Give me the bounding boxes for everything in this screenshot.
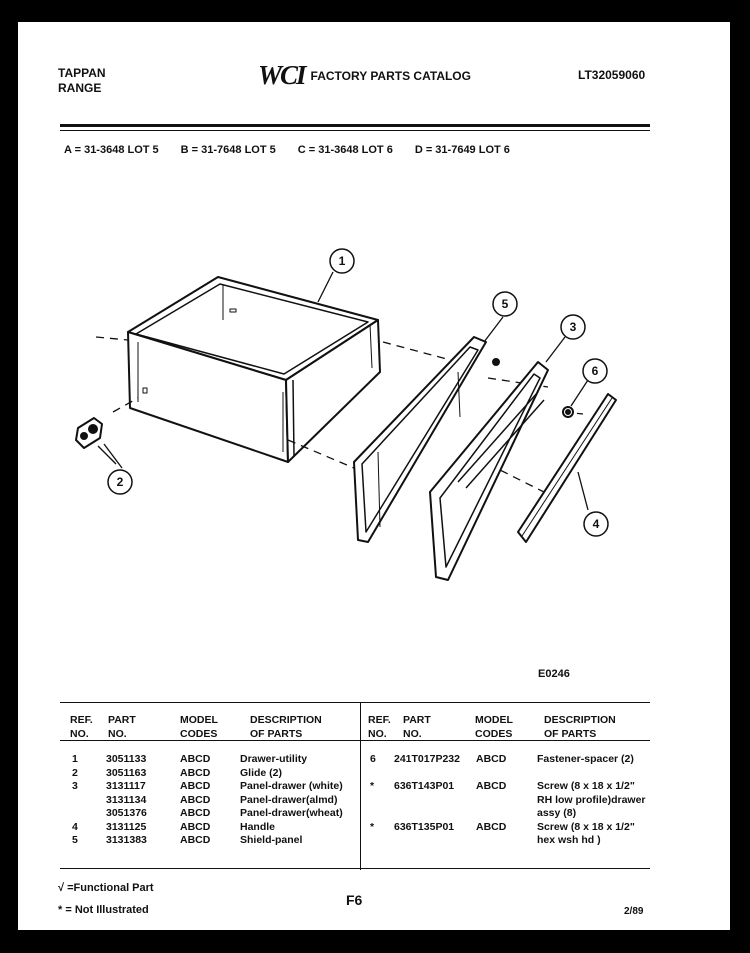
header-desc-right: DESCRIPTION OF PARTS [544,714,616,740]
callout-3: 3 [569,320,577,334]
right-ref-column: 6 * * [370,753,376,833]
header-model-right: MODEL CODES [475,714,513,740]
header-model-left: MODEL CODES [180,714,218,740]
callout-6: 6 [591,364,599,378]
catalog-page [18,22,730,930]
header-part-left: PART NO. [108,714,136,740]
lot-code-d: D = 31-7649 LOT 6 [414,144,510,156]
table-top-rule [60,702,650,703]
left-ref-column: 1 2 3 4 5 [72,753,78,846]
glide-drawing [76,418,116,464]
lot-code-c: C = 31-3648 LOT 6 [297,144,393,156]
header-ref-left: REF. NO. [70,714,93,740]
table-bottom-rule [60,868,650,869]
left-model-column: ABCD ABCD ABCD ABCD ABCD ABCD ABCD [180,753,211,846]
header-part-right: PART NO. [403,714,431,740]
right-part-column: 241T017P232 636T143P01 636T135P01 [394,753,460,833]
drawing-id: E0246 [538,668,570,680]
catalog-heading [258,60,471,91]
not-illustrated-note: * = Not Illustrated [58,904,149,916]
table-divider [360,702,361,870]
brand-line-1: TAPPAN [58,66,106,80]
lot-code-a: A = 31-3648 LOT 5 [64,144,159,156]
brand-line-2: RANGE [58,81,102,95]
catalog-number: LT32059060 [578,68,646,82]
catalog-title: FACTORY PARTS CATALOG [310,68,471,83]
right-model-column: ABCD ABCD ABCD [476,753,507,833]
lot-code-b: B = 31-7648 LOT 5 [180,144,276,156]
callout-4: 4 [592,517,600,531]
page-number: F6 [346,892,363,908]
left-desc-column: Drawer-utility Glide (2) Panel-drawer (white) Panel-drawer(almd) Panel-drawer(wheat) Handle Shield-panel [240,753,343,846]
header-desc-left: DESCRIPTION OF PARTS [250,714,322,740]
header-rule [60,124,650,127]
lot-codes [64,144,510,156]
header-rule-thin [60,130,650,131]
right-desc-column: Fastener-spacer (2) Screw (8 x 18 x 1/2" RH low profile)drawer assy (8) Screw (8 x 18 x 1/2" hex wsh hd ) [537,753,646,846]
drawer-utility-drawing [128,277,380,462]
callout-5: 5 [501,297,509,311]
brand-block [58,66,106,96]
exploded-parts-diagram [18,202,730,602]
fastener-spacer-drawing [563,407,573,417]
catalog-date: 2/89 [624,906,644,917]
callout-2: 2 [116,475,124,489]
wci-logo: WCI [258,60,305,90]
left-part-column: 3051133 3051163 3131117 3131134 3051376 3131125 3131383 [106,753,147,846]
callout-1: 1 [338,254,346,268]
functional-part-note: √ =Functional Part [58,882,154,894]
header-ref-right: REF. NO. [368,714,391,740]
